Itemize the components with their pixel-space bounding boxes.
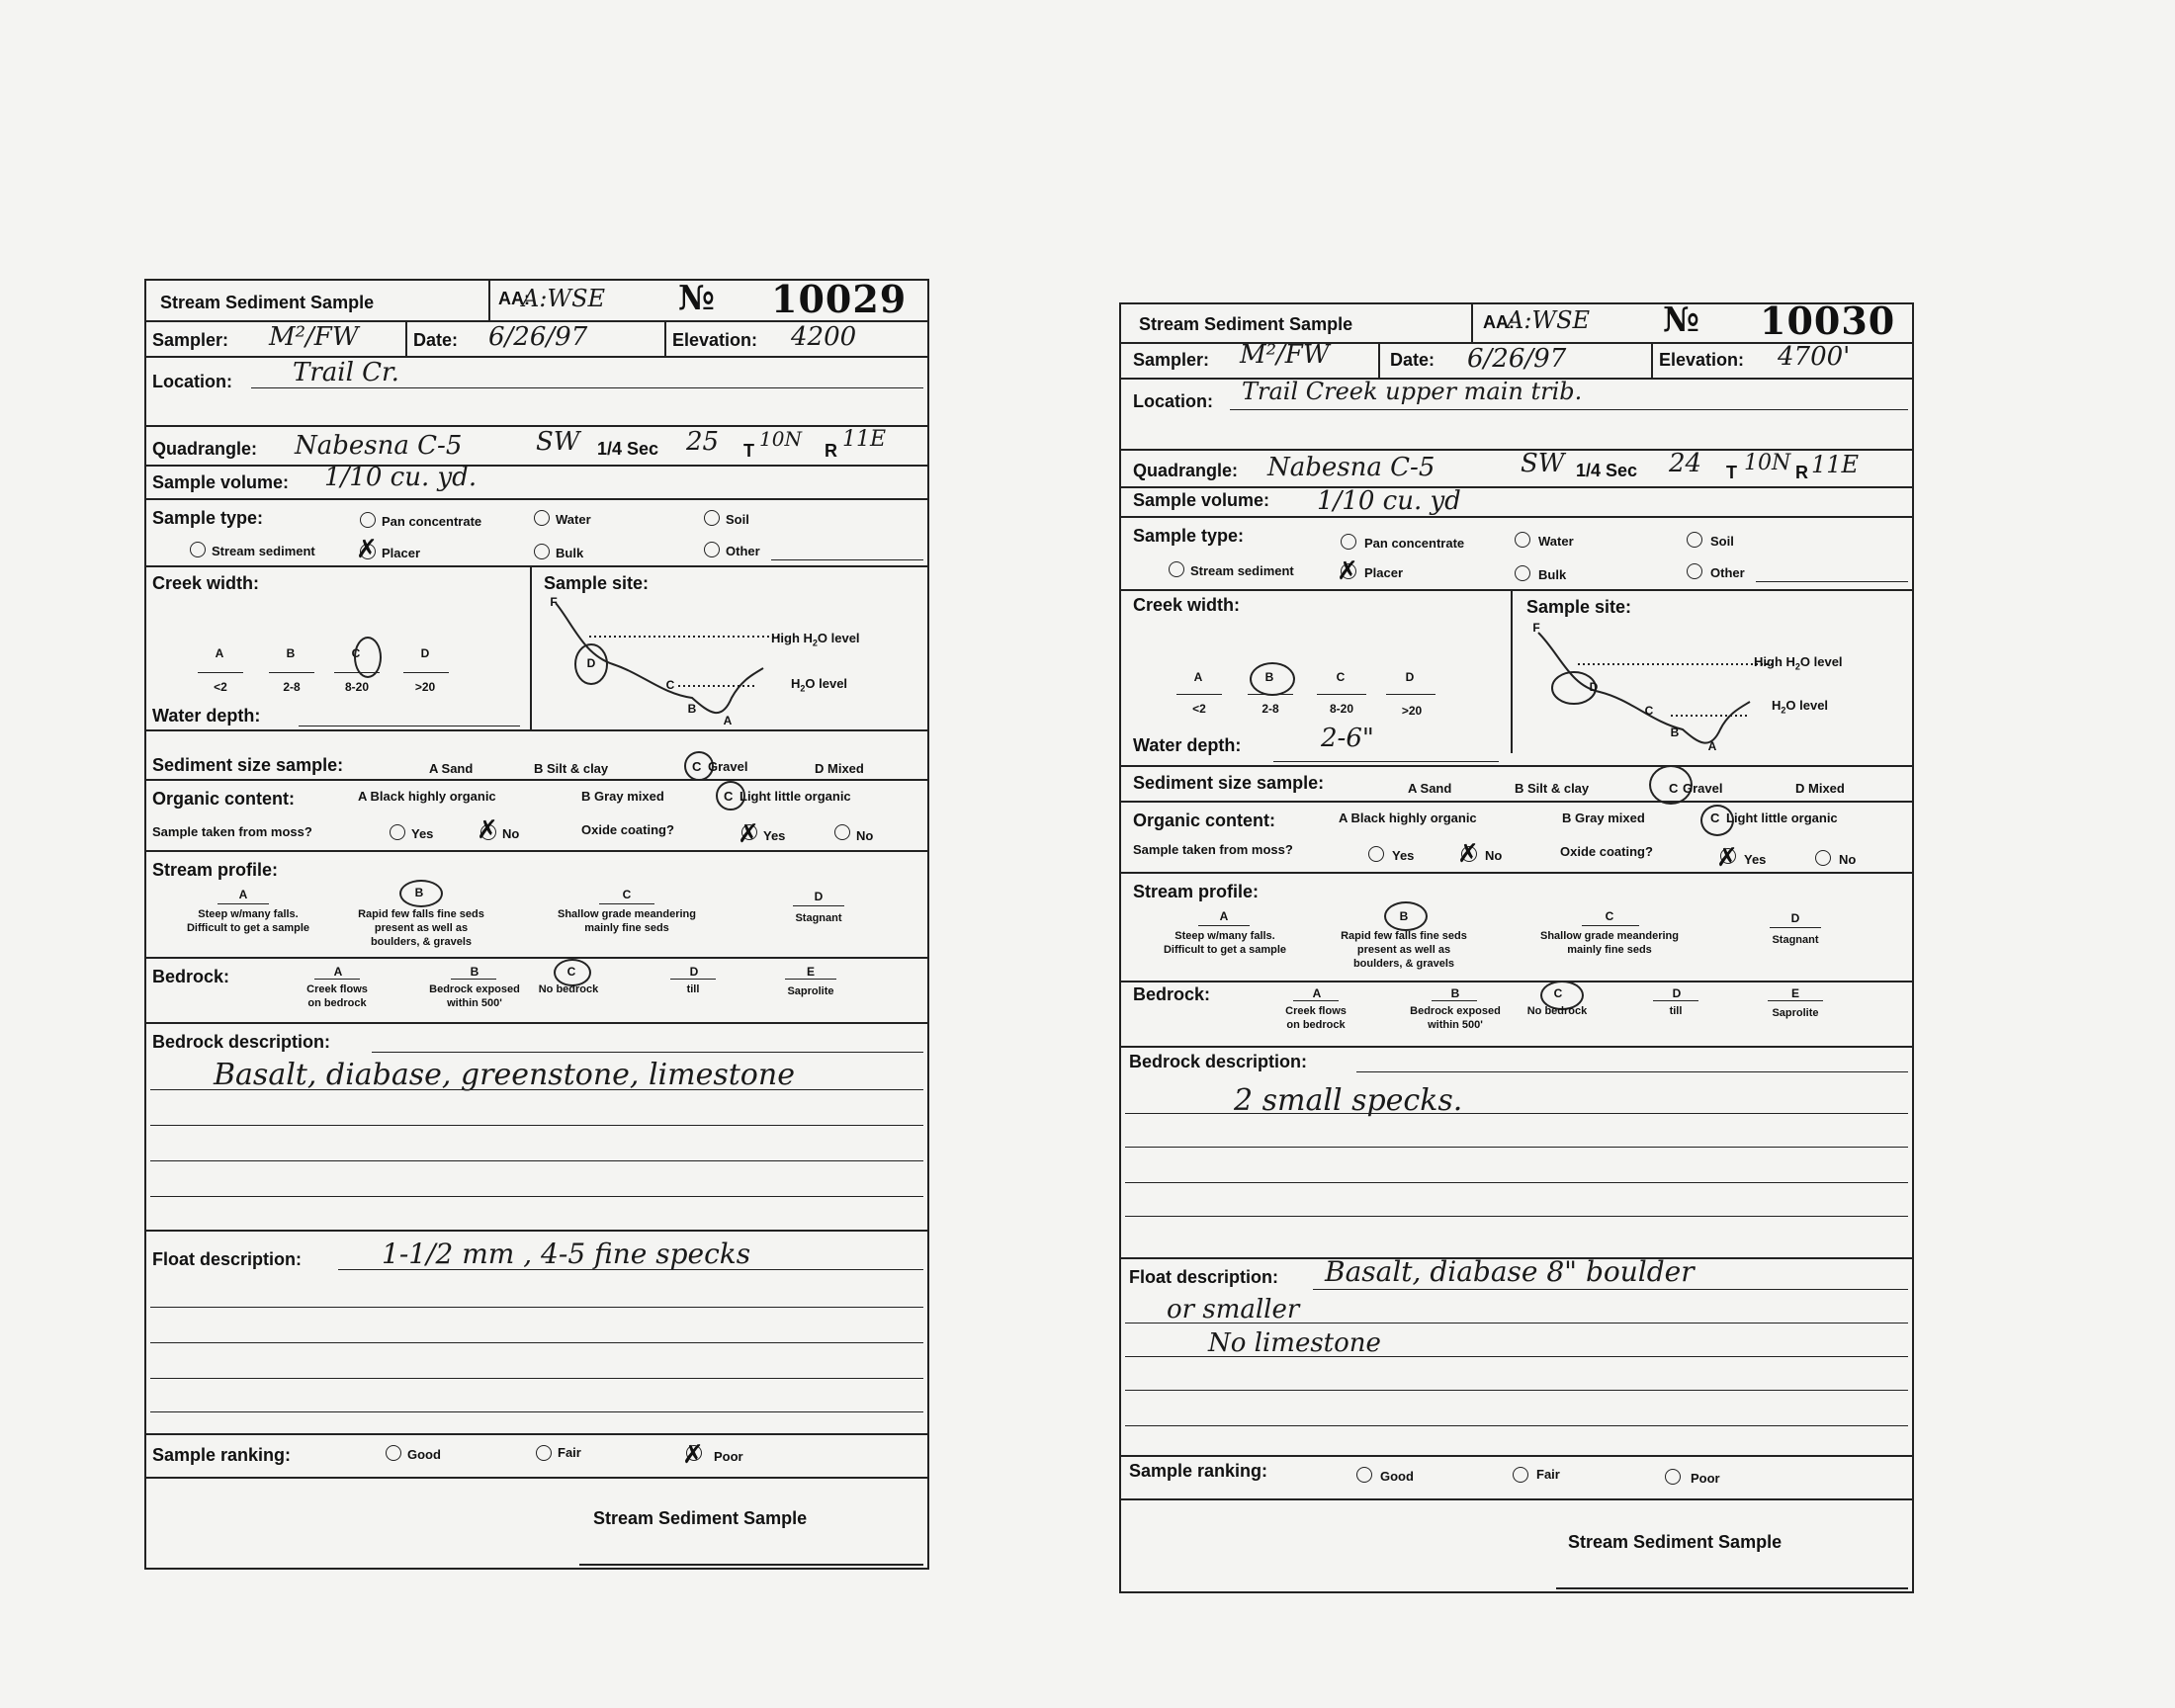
- stream-profile-label: Stream profile:: [152, 860, 279, 880]
- sp-c-text: Shallow grade meandering mainly fine seds: [1540, 930, 1679, 956]
- quadrangle-label: Quadrangle:: [152, 439, 258, 459]
- rank-good-radio[interactable]: [1356, 1467, 1372, 1483]
- bedrock-label: Bedrock:: [152, 967, 230, 986]
- moss-no-label: No: [502, 826, 520, 841]
- rank-good-radio[interactable]: [386, 1445, 401, 1461]
- sp-d-text: Stagnant: [795, 912, 842, 924]
- other-radio[interactable]: [1687, 563, 1702, 579]
- other-label: Other: [726, 544, 760, 558]
- cw-d-value: >20: [1401, 704, 1423, 718]
- placer-label: Placer: [1364, 565, 1404, 580]
- oxide-no-label: No: [1839, 852, 1857, 867]
- aa-value: A:WSE: [1507, 306, 1591, 334]
- sampler-value: M²/FW: [1240, 340, 1330, 370]
- date-value: 6/26/97: [488, 322, 588, 352]
- br-b: B: [1450, 986, 1460, 1000]
- sec-value: 24: [1669, 449, 1702, 478]
- site-a: A: [723, 714, 733, 727]
- moss-yes-label: Yes: [411, 826, 434, 841]
- stream-sediment-radio[interactable]: [1169, 561, 1184, 577]
- sp-c: C: [1605, 909, 1614, 923]
- oxide-yes-label: Yes: [1744, 852, 1767, 867]
- oc-light: Light little organic: [740, 789, 851, 804]
- sediment-size-label: Sediment size sample:: [1133, 773, 1325, 793]
- br-a-text: Creek flows on bedrock: [306, 983, 368, 1009]
- sp-a: A: [1219, 909, 1229, 923]
- site-f: F: [550, 595, 558, 609]
- br-e-text: Saprolite: [1772, 1007, 1819, 1019]
- sp-b-text: Rapid few falls fine seds present as well as boulders, & gravels: [1341, 930, 1467, 970]
- cw-c: C: [1336, 670, 1346, 684]
- organic-label: Organic content:: [1133, 811, 1276, 830]
- other-radio[interactable]: [704, 542, 720, 557]
- moss-yes-label: Yes: [1392, 848, 1415, 863]
- bulk-label: Bulk: [556, 546, 584, 560]
- float-desc-label: Float description:: [1129, 1267, 1279, 1287]
- moss-yes-radio[interactable]: [390, 824, 405, 840]
- site-d: D: [586, 656, 596, 670]
- r-label: R: [825, 441, 837, 461]
- t-label: T: [743, 441, 754, 461]
- br-e: E: [1790, 986, 1799, 1000]
- br-d: D: [1672, 986, 1682, 1000]
- sample-volume-label: Sample volume:: [1133, 490, 1270, 510]
- sampler-label: Sampler:: [1133, 350, 1210, 370]
- br-d-text: till: [1669, 1005, 1683, 1017]
- moss-no-check-icon: ✗: [1457, 839, 1479, 869]
- cw-a-value: <2: [1192, 702, 1206, 716]
- ss-silt: B Silt & clay: [534, 761, 609, 776]
- bedrock-desc-label: Bedrock description:: [152, 1032, 331, 1052]
- oxide-no-radio[interactable]: [1815, 850, 1831, 866]
- stream-sediment-label: Stream sediment: [212, 544, 315, 558]
- sp-b: B: [414, 886, 424, 899]
- no-sign: №: [678, 279, 716, 318]
- sample-form-10030: [1119, 299, 1914, 1593]
- br-c: C: [1553, 986, 1563, 1000]
- pan-label: Pan concentrate: [382, 514, 482, 529]
- water-depth-label: Water depth:: [1133, 735, 1242, 755]
- date-label: Date:: [1390, 350, 1436, 370]
- moss-no-label: No: [1485, 848, 1503, 863]
- site-b: B: [687, 702, 697, 716]
- cw-b-value: 2-8: [1262, 702, 1279, 716]
- location-label: Location:: [152, 372, 232, 391]
- bulk-radio[interactable]: [534, 544, 550, 559]
- soil-radio[interactable]: [1687, 532, 1702, 548]
- elevation-value: 4200: [791, 322, 857, 352]
- sp-a-text: Steep w/many falls. Difficult to get a sample: [1163, 930, 1287, 956]
- date-value: 6/26/97: [1467, 344, 1567, 374]
- sample-number: 10030: [1760, 299, 1896, 343]
- bedrock-desc-value: 2 small specks.: [1234, 1083, 1463, 1118]
- cw-c-value: 8-20: [344, 680, 370, 694]
- sp-c: C: [622, 888, 632, 901]
- soil-label: Soil: [726, 512, 749, 527]
- soil-radio[interactable]: [704, 510, 720, 526]
- h2o-label: $H_2O$ level: [1772, 698, 1829, 716]
- sec-value: 25: [686, 427, 720, 457]
- creek-width-label: Creek width:: [1133, 595, 1241, 615]
- rank-poor-label: Poor: [1691, 1471, 1720, 1486]
- bedrock-desc-label: Bedrock description:: [1129, 1052, 1308, 1071]
- site-c: C: [1644, 704, 1654, 718]
- br-e-text: Saprolite: [787, 985, 834, 997]
- r-value: 11E: [842, 427, 887, 452]
- sp-a-text: Steep w/many falls. Difficult to get a sample: [186, 908, 310, 934]
- ss-sand: A Sand: [1408, 781, 1452, 796]
- t-value: 10N: [759, 427, 802, 451]
- rank-fair-radio[interactable]: [1513, 1467, 1528, 1483]
- br-b: B: [470, 965, 479, 979]
- br-d-text: till: [686, 983, 700, 995]
- form-title: Stream Sediment Sample: [160, 293, 375, 312]
- sampler-value: M²/FW: [269, 322, 359, 352]
- cw-a: A: [215, 646, 224, 660]
- moss-no-check-icon: ✗: [477, 815, 498, 845]
- br-c-text: No bedrock: [1526, 1005, 1588, 1017]
- quadrangle-value: Nabesna C-5: [1267, 453, 1436, 482]
- br-b-text: Bedrock exposed within 500': [429, 983, 520, 1009]
- ss-mixed: D Mixed: [815, 761, 864, 776]
- high-h2o-label: High $H_2O$ level: [771, 631, 860, 648]
- no-sign: №: [1663, 300, 1700, 340]
- sampler-label: Sampler:: [152, 330, 229, 350]
- sample-volume-value: 1/10 cu. yd.: [324, 463, 478, 492]
- water-radio[interactable]: [534, 510, 550, 526]
- water-depth-label: Water depth:: [152, 706, 261, 726]
- cw-c: C: [351, 646, 361, 660]
- br-a-text: Creek flows on bedrock: [1285, 1005, 1347, 1031]
- site-c: C: [665, 678, 675, 692]
- stream-profile-label: Stream profile:: [1133, 882, 1260, 901]
- quadrangle-label: Quadrangle:: [1133, 461, 1239, 480]
- sp-d: D: [1790, 911, 1800, 925]
- sample-number: 10029: [771, 277, 908, 321]
- sample-volume-label: Sample volume:: [152, 472, 290, 492]
- bedrock-desc-value: Basalt, diabase, greenstone, limestone: [214, 1058, 795, 1092]
- br-a: A: [1312, 986, 1322, 1000]
- elevation-label: Elevation:: [672, 330, 758, 350]
- stream-sediment-radio[interactable]: [190, 542, 206, 557]
- br-a: A: [333, 965, 343, 979]
- rank-poor-label: Poor: [714, 1449, 743, 1464]
- ranking-label: Sample ranking:: [152, 1445, 292, 1465]
- oxide-no-label: No: [856, 828, 874, 843]
- creek-width-label: Creek width:: [152, 573, 260, 593]
- date-label: Date:: [413, 330, 459, 350]
- sample-site-diagram: [1524, 625, 1900, 753]
- sp-b-text: Rapid few falls fine seds present as well as boulders, & gravels: [358, 908, 484, 948]
- stream-sediment-label: Stream sediment: [1190, 563, 1294, 578]
- rank-fair-label: Fair: [1536, 1467, 1560, 1482]
- br-e: E: [806, 965, 815, 979]
- quadrangle-value: Nabesna C-5: [295, 431, 463, 461]
- quarter-value: SW: [1521, 449, 1565, 478]
- cw-b: B: [286, 646, 296, 660]
- oxide-no-radio[interactable]: [834, 824, 850, 840]
- sample-site-label: Sample site:: [544, 573, 650, 593]
- rank-good-label: Good: [407, 1447, 441, 1462]
- placer-check-icon: ✗: [1337, 556, 1358, 586]
- soil-label: Soil: [1710, 534, 1734, 549]
- footer-title: Stream Sediment Sample: [1568, 1532, 1783, 1552]
- placer-label: Placer: [382, 546, 421, 560]
- oc-black: A Black highly organic: [1339, 811, 1477, 825]
- cw-d-value: >20: [414, 680, 436, 694]
- pan-label: Pan concentrate: [1364, 536, 1465, 551]
- sample-type-label: Sample type:: [1133, 526, 1245, 546]
- oxide-label: Oxide coating?: [1560, 844, 1653, 859]
- water-depth-value: 2-6": [1321, 724, 1374, 753]
- water-label: Water: [1538, 534, 1574, 549]
- location-value: Trail Creek upper main trib.: [1242, 378, 1583, 405]
- br-c: C: [566, 965, 576, 979]
- cw-d: D: [1405, 670, 1415, 684]
- float-desc-value-3: No limestone: [1208, 1328, 1381, 1358]
- moss-label: Sample taken from moss?: [1133, 842, 1293, 857]
- aa-label: AA:: [1483, 312, 1515, 332]
- cw-d: D: [420, 646, 430, 660]
- location-value: Trail Cr.: [293, 358, 399, 387]
- oc-black: A Black highly organic: [358, 789, 496, 804]
- high-h2o-label: High $H_2O$ level: [1754, 654, 1843, 672]
- oxide-yes-check-icon: ✗: [1716, 843, 1738, 873]
- moss-yes-radio[interactable]: [1368, 846, 1384, 862]
- sample-volume-value: 1/10 cu. yd: [1317, 486, 1461, 516]
- sample-type-label: Sample type:: [152, 508, 264, 528]
- br-c-text: No bedrock: [538, 983, 599, 995]
- oc-gray: B Gray mixed: [1562, 811, 1645, 825]
- pan-radio[interactable]: [1341, 534, 1356, 550]
- rank-fair-label: Fair: [558, 1445, 581, 1460]
- elevation-value: 4700': [1778, 342, 1851, 372]
- ss-sand: A Sand: [429, 761, 474, 776]
- oxide-label: Oxide coating?: [581, 822, 674, 837]
- sediment-size-label: Sediment size sample:: [152, 755, 344, 775]
- other-label: Other: [1710, 565, 1745, 580]
- site-a: A: [1707, 739, 1717, 753]
- ranking-label: Sample ranking:: [1129, 1461, 1268, 1481]
- cw-b-value: 2-8: [283, 680, 301, 694]
- rank-poor-check-icon: ✗: [682, 1440, 704, 1470]
- location-label: Location:: [1133, 391, 1213, 411]
- aa-label: AA:: [498, 289, 530, 308]
- elevation-label: Elevation:: [1659, 350, 1745, 370]
- site-b: B: [1670, 726, 1680, 739]
- quarter-sec-label: 1/4 Sec: [597, 439, 659, 459]
- float-desc-value-1: Basalt, diabase 8" boulder: [1325, 1255, 1695, 1288]
- sp-d-text: Stagnant: [1772, 934, 1819, 946]
- site-f: F: [1532, 621, 1540, 635]
- sp-a: A: [238, 888, 248, 901]
- br-b-text: Bedrock exposed within 500': [1410, 1005, 1501, 1031]
- cw-a-value: <2: [214, 680, 227, 694]
- moss-label: Sample taken from moss?: [152, 824, 312, 839]
- sample-site-diagram: [544, 595, 919, 724]
- site-d: D: [1589, 680, 1599, 694]
- quarter-sec-label: 1/4 Sec: [1576, 461, 1638, 480]
- footer-title: Stream Sediment Sample: [593, 1508, 808, 1528]
- bedrock-label: Bedrock:: [1133, 984, 1211, 1004]
- ss-gravel: Gravel: [708, 759, 748, 774]
- cw-c-value: 8-20: [1329, 702, 1354, 716]
- form-title: Stream Sediment Sample: [1139, 314, 1353, 334]
- oc-c: C: [1710, 811, 1720, 825]
- r-value: 11E: [1811, 451, 1860, 478]
- ss-silt: B Silt & clay: [1515, 781, 1590, 796]
- pan-radio[interactable]: [360, 512, 376, 528]
- sample-site-label: Sample site:: [1526, 597, 1632, 617]
- t-value: 10N: [1744, 451, 1791, 475]
- rank-poor-radio[interactable]: [1665, 1469, 1681, 1485]
- water-label: Water: [556, 512, 591, 527]
- sp-c-text: Shallow grade meandering mainly fine seds: [558, 908, 696, 934]
- sp-b: B: [1399, 909, 1409, 923]
- cw-b: B: [1264, 670, 1274, 684]
- sample-form-10029: [144, 279, 929, 1570]
- oc-gray: B Gray mixed: [581, 789, 664, 804]
- bulk-radio[interactable]: [1515, 565, 1530, 581]
- float-desc-label: Float description:: [152, 1249, 303, 1269]
- ss-c: C: [1669, 781, 1679, 796]
- ss-mixed: D Mixed: [1795, 781, 1845, 796]
- r-label: R: [1795, 463, 1808, 482]
- h2o-label: $H_2O$ level: [791, 676, 848, 694]
- quarter-value: SW: [536, 427, 580, 457]
- oc-light: Light little organic: [1726, 811, 1838, 825]
- cw-a: A: [1193, 670, 1203, 684]
- ss-gravel: Gravel: [1683, 781, 1723, 796]
- oc-c: C: [724, 789, 734, 804]
- oxide-yes-label: Yes: [763, 828, 786, 843]
- float-desc-value-2: or smaller: [1167, 1295, 1300, 1324]
- placer-check-icon: ✗: [356, 535, 378, 564]
- rank-good-label: Good: [1380, 1469, 1414, 1484]
- float-desc-value-1: 1-1/2 mm , 4-5 fine specks: [382, 1238, 751, 1270]
- rank-fair-radio[interactable]: [536, 1445, 552, 1461]
- t-label: T: [1726, 463, 1737, 482]
- aa-value: A:WSE: [522, 285, 606, 312]
- br-d: D: [689, 965, 699, 979]
- oxide-yes-check-icon: ✗: [738, 819, 759, 849]
- organic-label: Organic content:: [152, 789, 296, 809]
- water-radio[interactable]: [1515, 532, 1530, 548]
- sp-d: D: [814, 890, 824, 903]
- bulk-label: Bulk: [1538, 567, 1567, 582]
- ss-c: C: [692, 759, 702, 774]
